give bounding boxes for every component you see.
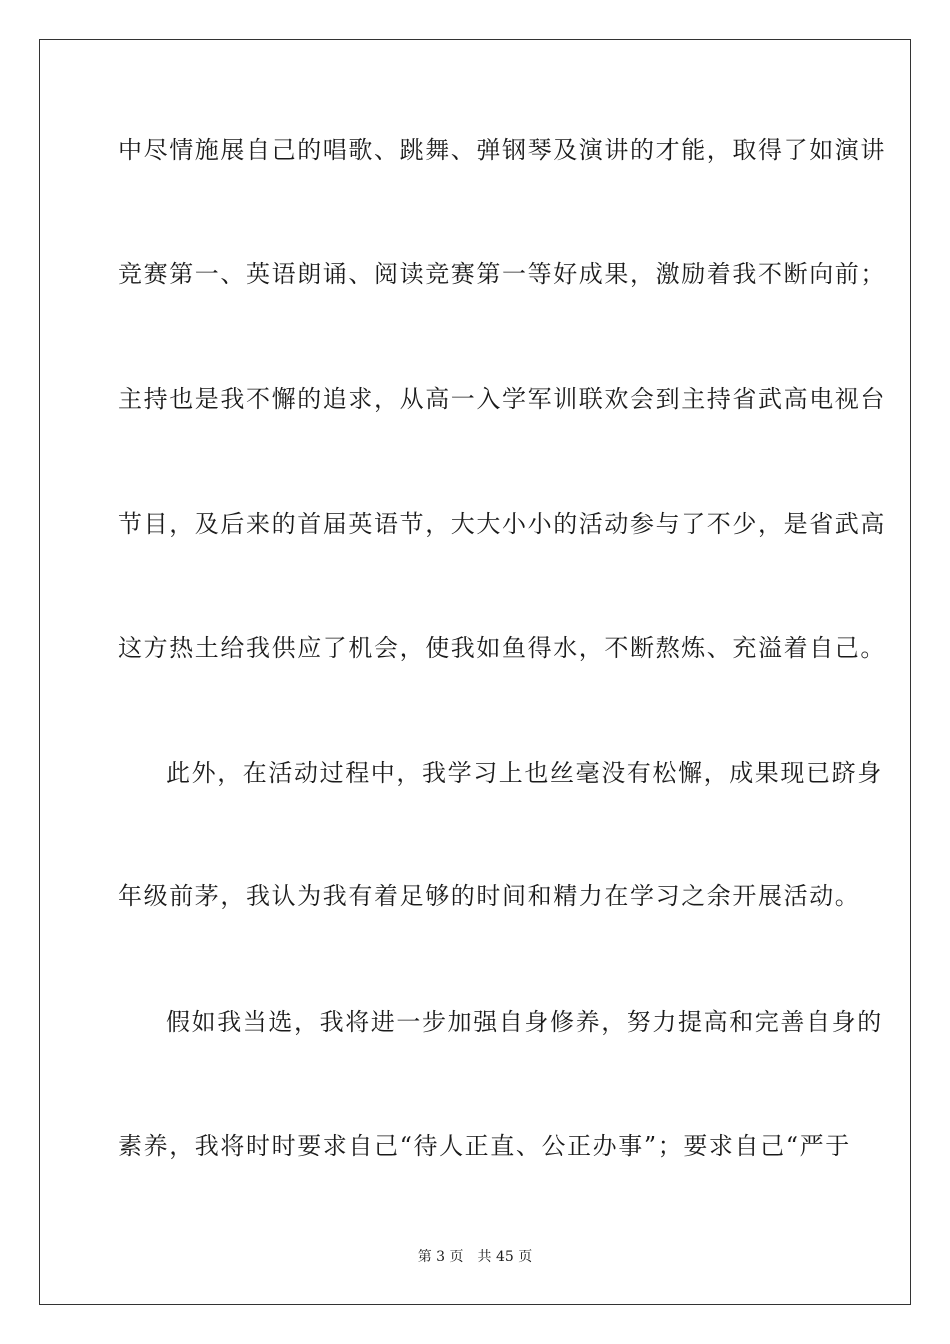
text-line-indented: 假如我当选，我将进一步加强自身修养，努力提高和完善自身的 [166, 1008, 883, 1036]
text-line: 竞赛第一、英语朗诵、阅读竞赛第一等好成果，激励着我不断向前； [118, 260, 886, 288]
text-line: 这方热土给我供应了机会，使我如鱼得水，不断熬炼、充溢着自己。 [118, 634, 886, 662]
text-line: 中尽情施展自己的唱歌、跳舞、弹钢琴及演讲的才能，取得了如演讲 [118, 136, 886, 164]
text-line: 节目，及后来的首届英语节，大大小小的活动参与了不少，是省武高 [118, 510, 886, 538]
page-number: 第 3 页 [417, 1249, 464, 1265]
text-line-indented: 此外，在活动过程中，我学习上也丝毫没有松懈，成果现已跻身 [166, 759, 883, 787]
text-line: 年级前茅，我认为我有着足够的时间和精力在学习之余开展活动。 [118, 882, 861, 910]
text-line: 主持也是我不懈的追求，从高一入学军训联欢会到主持省武高电视台 [118, 385, 886, 413]
text-line: 素养，我将时时要求自己“待人正直、公正办事”；要求自己“严于 [118, 1132, 851, 1160]
page-footer [0, 1248, 950, 1266]
page-total: 共 45 页 [477, 1249, 533, 1265]
page-border [39, 39, 911, 1305]
